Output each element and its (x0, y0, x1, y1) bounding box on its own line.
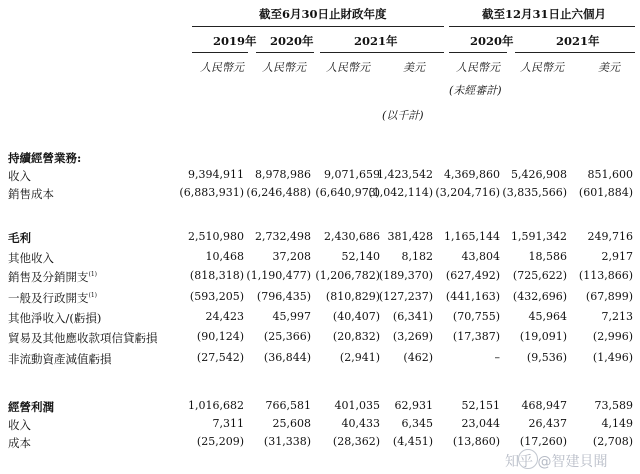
table-cell: 2,917 (601, 250, 633, 263)
table-cell: 2,510,980 (188, 230, 244, 243)
table-cell: (17,387) (452, 330, 500, 343)
table-cell: (113,866) (578, 269, 633, 282)
year-header: 2020年 (470, 34, 514, 48)
table-cell: (27,542) (196, 351, 244, 364)
table-cell: 24,423 (205, 310, 244, 323)
row-label (8, 168, 31, 184)
table-cell: (6,640,973) (315, 186, 380, 199)
table-cell: (25,209) (196, 435, 244, 448)
row-label (8, 150, 81, 166)
table-cell: 37,208 (272, 250, 311, 263)
table-cell: 45,997 (272, 310, 311, 323)
table-cell: 52,140 (341, 250, 380, 263)
unaudited-note: (未經審計) (449, 84, 502, 97)
year-rule (256, 52, 314, 53)
table-cell: (796,435) (256, 290, 311, 303)
table-cell: 6,345 (401, 417, 433, 430)
table-cell: (593,205) (189, 290, 244, 303)
row-label-text: 其他淨收入/(虧損) (8, 311, 102, 325)
table-cell: 1,165,144 (444, 230, 500, 243)
table-cell: (3,204,716) (435, 186, 500, 199)
row-label-text: 非流動資產減值虧損 (8, 352, 112, 366)
table-cell: 43,804 (461, 250, 500, 263)
row-label (8, 310, 101, 326)
table-cell: (1,042,114) (368, 186, 433, 199)
table-cell: (40,407) (332, 310, 380, 323)
table-cell: 1,591,342 (511, 230, 567, 243)
row-label-text: 銷售及分銷開支 (8, 270, 89, 284)
row-label-text: 持續經營業務: (8, 151, 82, 165)
row-label (8, 435, 31, 451)
table-cell: 8,182 (401, 250, 433, 263)
year-header: 2021年 (556, 34, 600, 48)
table-cell: (67,899) (585, 290, 633, 303)
table-cell: (6,341) (392, 310, 433, 323)
table-cell: (189,370) (378, 269, 433, 282)
table-cell: (25,366) (263, 330, 311, 343)
table-cell: 73,589 (594, 399, 633, 412)
row-label-text: 經營利潤 (8, 400, 54, 414)
table-cell: 52,151 (461, 399, 500, 412)
row-label (8, 186, 54, 202)
unit-header: 美元 (598, 61, 620, 74)
table-cell: (2,996) (592, 330, 633, 343)
table-cell: (13,860) (452, 435, 500, 448)
table-cell: 381,428 (387, 230, 433, 243)
row-label-text: 其他收入 (8, 251, 54, 265)
table-cell: (36,844) (263, 351, 311, 364)
table-cell: 2,732,498 (255, 230, 311, 243)
watermark-text: 知乎 @智建貝聞 (505, 454, 608, 470)
row-label (8, 250, 54, 266)
table-cell: 25,608 (272, 417, 311, 430)
row-label-text: 收入 (8, 418, 31, 432)
thousands-note: (以千計) (382, 109, 424, 122)
table-cell: (90,124) (196, 330, 244, 343)
fiscal-year-group-header: 截至6月30日止財政年度 (259, 7, 387, 21)
table-cell: (1,190,477) (246, 269, 311, 282)
row-label-text: 一般及行政開支 (8, 291, 89, 305)
table-cell: (28,362) (332, 435, 380, 448)
row-label (8, 351, 112, 367)
table-cell: 18,586 (528, 250, 567, 263)
table-cell: 40,433 (341, 417, 380, 430)
table-cell: 8,978,986 (255, 168, 311, 181)
table-cell: (17,260) (519, 435, 567, 448)
unit-header: 人民幣元 (262, 61, 306, 74)
row-label-text: 收入 (8, 169, 31, 183)
unit-header: 美元 (403, 61, 425, 74)
table-cell: (6,246,488) (246, 186, 311, 199)
table-cell: (1,206,782) (315, 269, 380, 282)
table-cell: (432,696) (512, 290, 567, 303)
row-label-text: 毛利 (8, 231, 31, 245)
year-header: 2020年 (270, 34, 314, 48)
table-cell: 2,430,686 (324, 230, 380, 243)
row-label (8, 399, 54, 415)
table-cell: (441,163) (445, 290, 500, 303)
year-rule (320, 52, 444, 53)
unit-header: 人民幣元 (456, 61, 500, 74)
halfyear-group-header: 截至12月31日止六個月 (482, 7, 607, 21)
row-label (8, 230, 31, 246)
table-cell: (70,755) (452, 310, 500, 323)
table-cell: 7,311 (212, 417, 244, 430)
row-label (8, 269, 97, 285)
table-cell: 45,964 (528, 310, 567, 323)
table-cell: (2,941) (339, 351, 380, 364)
table-cell: (3,835,566) (502, 186, 567, 199)
table-cell: 401,035 (334, 399, 380, 412)
table-cell: (462) (403, 351, 433, 364)
table-cell: 7,213 (601, 310, 633, 323)
unit-header: 人民幣元 (200, 61, 244, 74)
table-cell: (818,318) (189, 269, 244, 282)
header-rule (449, 26, 635, 27)
table-cell: 1,423,542 (377, 168, 433, 181)
table-cell: 851,600 (587, 168, 633, 181)
row-label-text: 貿易及其他應收款項信貸虧損 (8, 331, 158, 345)
table-cell: 4,369,860 (444, 168, 500, 181)
footnote-marker: (1) (88, 271, 97, 279)
table-cell: 62,931 (394, 399, 433, 412)
table-cell: 766,581 (265, 399, 311, 412)
row-label-text: 銷售成本 (8, 187, 54, 201)
footnote-marker: (1) (88, 292, 97, 300)
year-rule (515, 52, 635, 53)
table-cell: (2,708) (592, 435, 633, 448)
table-cell: 9,071,659 (324, 168, 380, 181)
table-cell: – (494, 351, 500, 364)
year-rule (449, 52, 507, 53)
table-cell: (1,496) (592, 351, 633, 364)
table-cell: 1,016,682 (188, 399, 244, 412)
table-cell: (601,884) (578, 186, 633, 199)
year-rule (192, 52, 248, 53)
table-cell: (31,338) (263, 435, 311, 448)
table-cell: 4,149 (601, 417, 633, 430)
table-cell: (9,536) (526, 351, 567, 364)
table-cell: (627,492) (445, 269, 500, 282)
row-label (8, 330, 158, 346)
table-cell: (725,622) (512, 269, 567, 282)
table-cell: (6,883,931) (179, 186, 244, 199)
table-cell: (20,832) (332, 330, 380, 343)
table-cell: 5,426,908 (511, 168, 567, 181)
table-cell: (4,451) (392, 435, 433, 448)
unit-header: 人民幣元 (326, 61, 370, 74)
year-header: 2019年 (213, 34, 257, 48)
table-cell: (19,091) (519, 330, 567, 343)
table-cell: (3,269) (392, 330, 433, 343)
year-header: 2021年 (354, 34, 398, 48)
table-cell: (127,237) (378, 290, 433, 303)
table-cell: 10,468 (205, 250, 244, 263)
row-label (8, 417, 31, 433)
table-cell: 468,947 (521, 399, 567, 412)
table-cell: 26,437 (528, 417, 567, 430)
table-cell: (810,829) (325, 290, 380, 303)
row-label-text: 成本 (8, 436, 31, 450)
unit-header: 人民幣元 (520, 61, 564, 74)
table-cell: 9,394,911 (188, 168, 244, 181)
table-cell: 23,044 (461, 417, 500, 430)
table-cell: 249,716 (587, 230, 633, 243)
header-rule (192, 26, 444, 27)
row-label (8, 290, 97, 306)
